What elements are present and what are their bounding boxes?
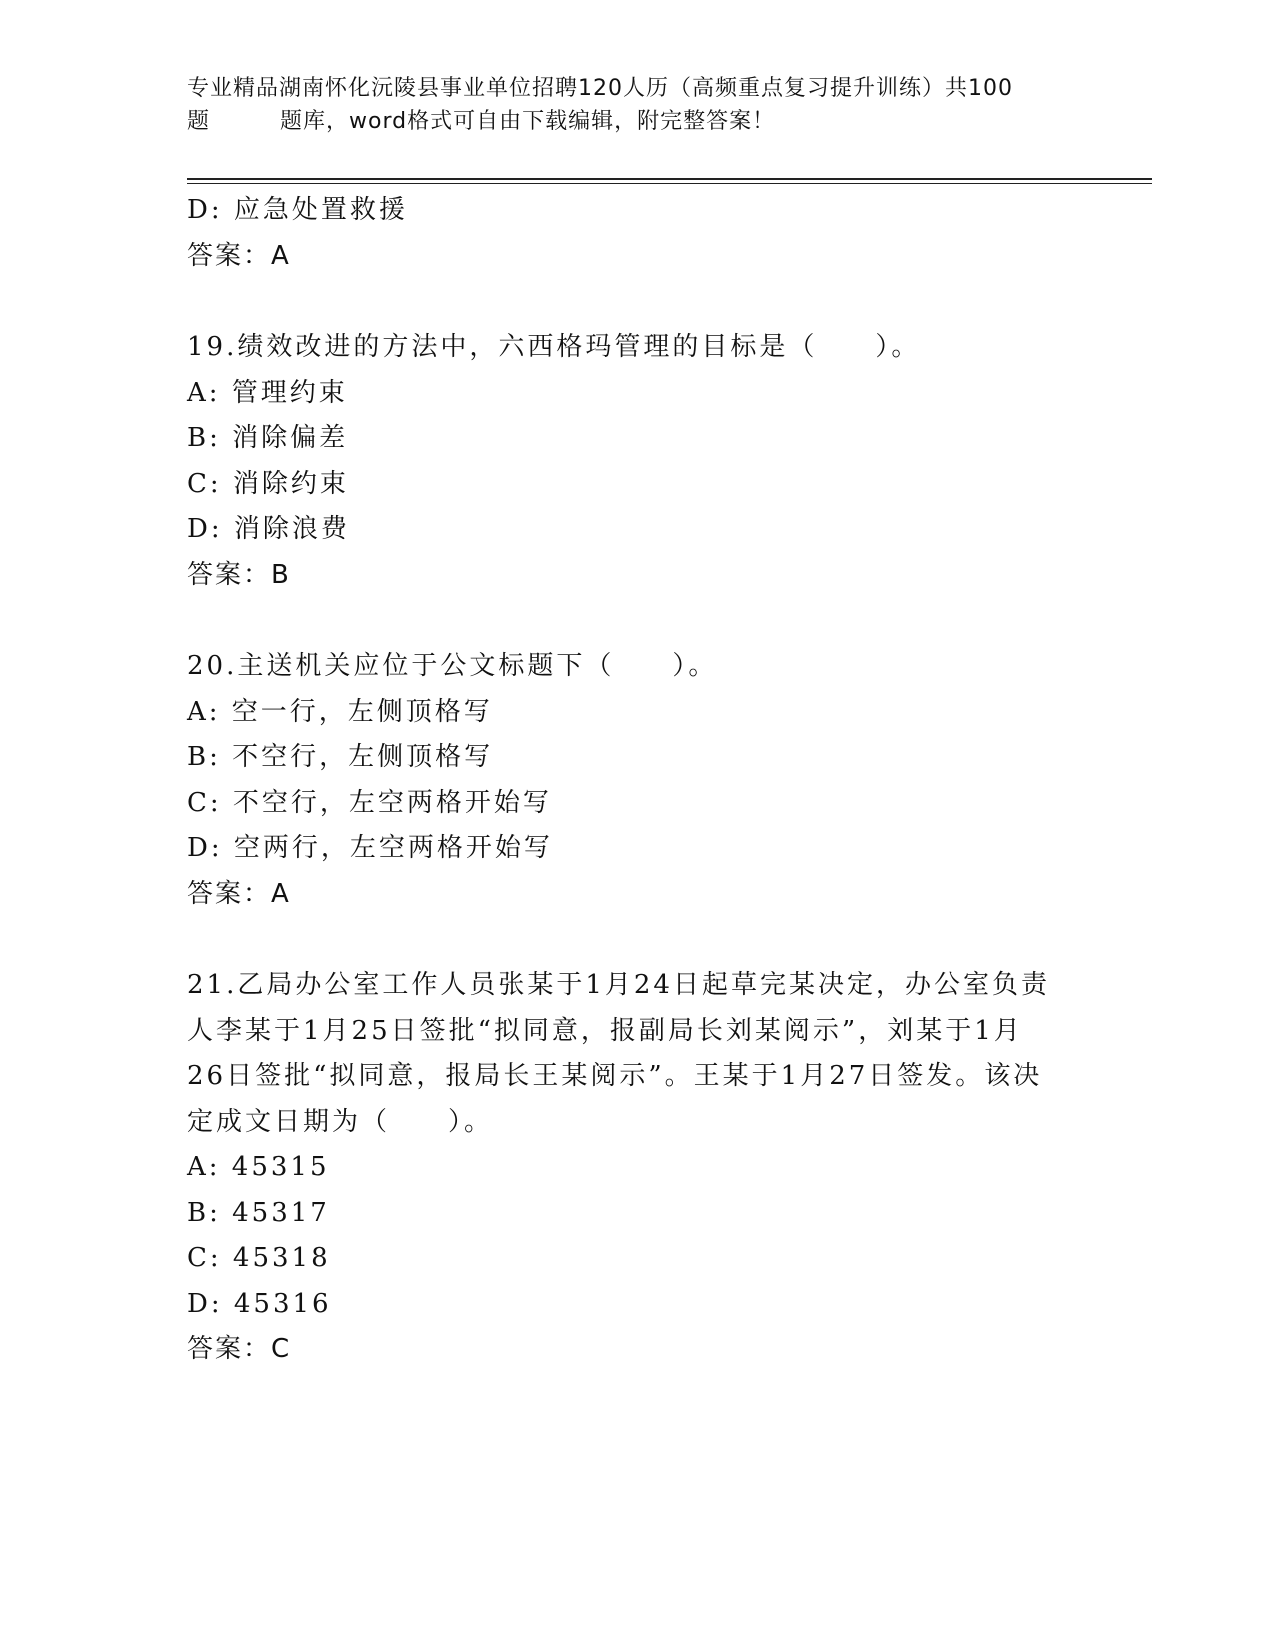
option-b: B: 消除偏差 (187, 423, 349, 453)
option-b: B: 45317 (187, 1197, 330, 1228)
option-c: C: 消除约束 (187, 468, 349, 499)
option-d: D: 45316 (187, 1288, 332, 1319)
answer-line: 答案：A (187, 878, 291, 909)
header-title-fragment: 题 (187, 109, 211, 134)
answer-line: 答案：A (187, 240, 291, 271)
header-divider (187, 178, 1152, 180)
question-text-line: 26日签批“拟同意，报局长王某阅示”。王某于1月27日签发。该决 (187, 1061, 1043, 1091)
question-text-line: 人李某于1月25日签批“拟同意，报副局长刘某阅示”，刘某于1月 (187, 1015, 1023, 1046)
option-c: C: 不空行，左空两格开始写 (187, 787, 552, 818)
header-divider-thin (187, 183, 1152, 184)
option-b: B: 不空行，左侧顶格写 (187, 742, 494, 772)
question-21 (187, 963, 1087, 1373)
header-title-fragment: 题库，word格式可自由下载编辑，附完整答案！ (280, 109, 776, 134)
header-title-line-2 (187, 105, 1067, 138)
question-20 (187, 644, 1087, 917)
question-text-line: 21.乙局办公室工作人员张某于1月24日起草完某决定，办公室负责 (187, 970, 1050, 1000)
answer-line: 答案：B (187, 559, 291, 590)
option-a: A: 管理约束 (187, 377, 348, 408)
option-c: C: 45318 (187, 1243, 331, 1273)
header-title-line-1: 专业精品湖南怀化沅陵县事业单位招聘120人历（高频重点复习提升训练）共100 (187, 76, 1013, 101)
document-body (187, 188, 1087, 1373)
option-d: D: 空两行，左空两格开始写 (187, 833, 553, 863)
option-a: A: 45315 (187, 1152, 330, 1182)
question-text: 20.主送机关应位于公文标题下（ ）。 (187, 651, 718, 681)
answer-line: 答案：C (187, 1334, 292, 1364)
question-text: 19.绩效改进的方法中，六西格玛管理的目标是（ ）。 (187, 332, 921, 362)
option-d: D: 应急处置救援 (187, 195, 408, 225)
question-text-line: 定成文日期为（ ）。 (187, 1106, 494, 1137)
document-header (187, 72, 1067, 138)
option-d: D: 消除浪费 (187, 514, 350, 544)
question-19 (187, 325, 1087, 598)
option-a: A: 空一行，左侧顶格写 (187, 696, 493, 727)
